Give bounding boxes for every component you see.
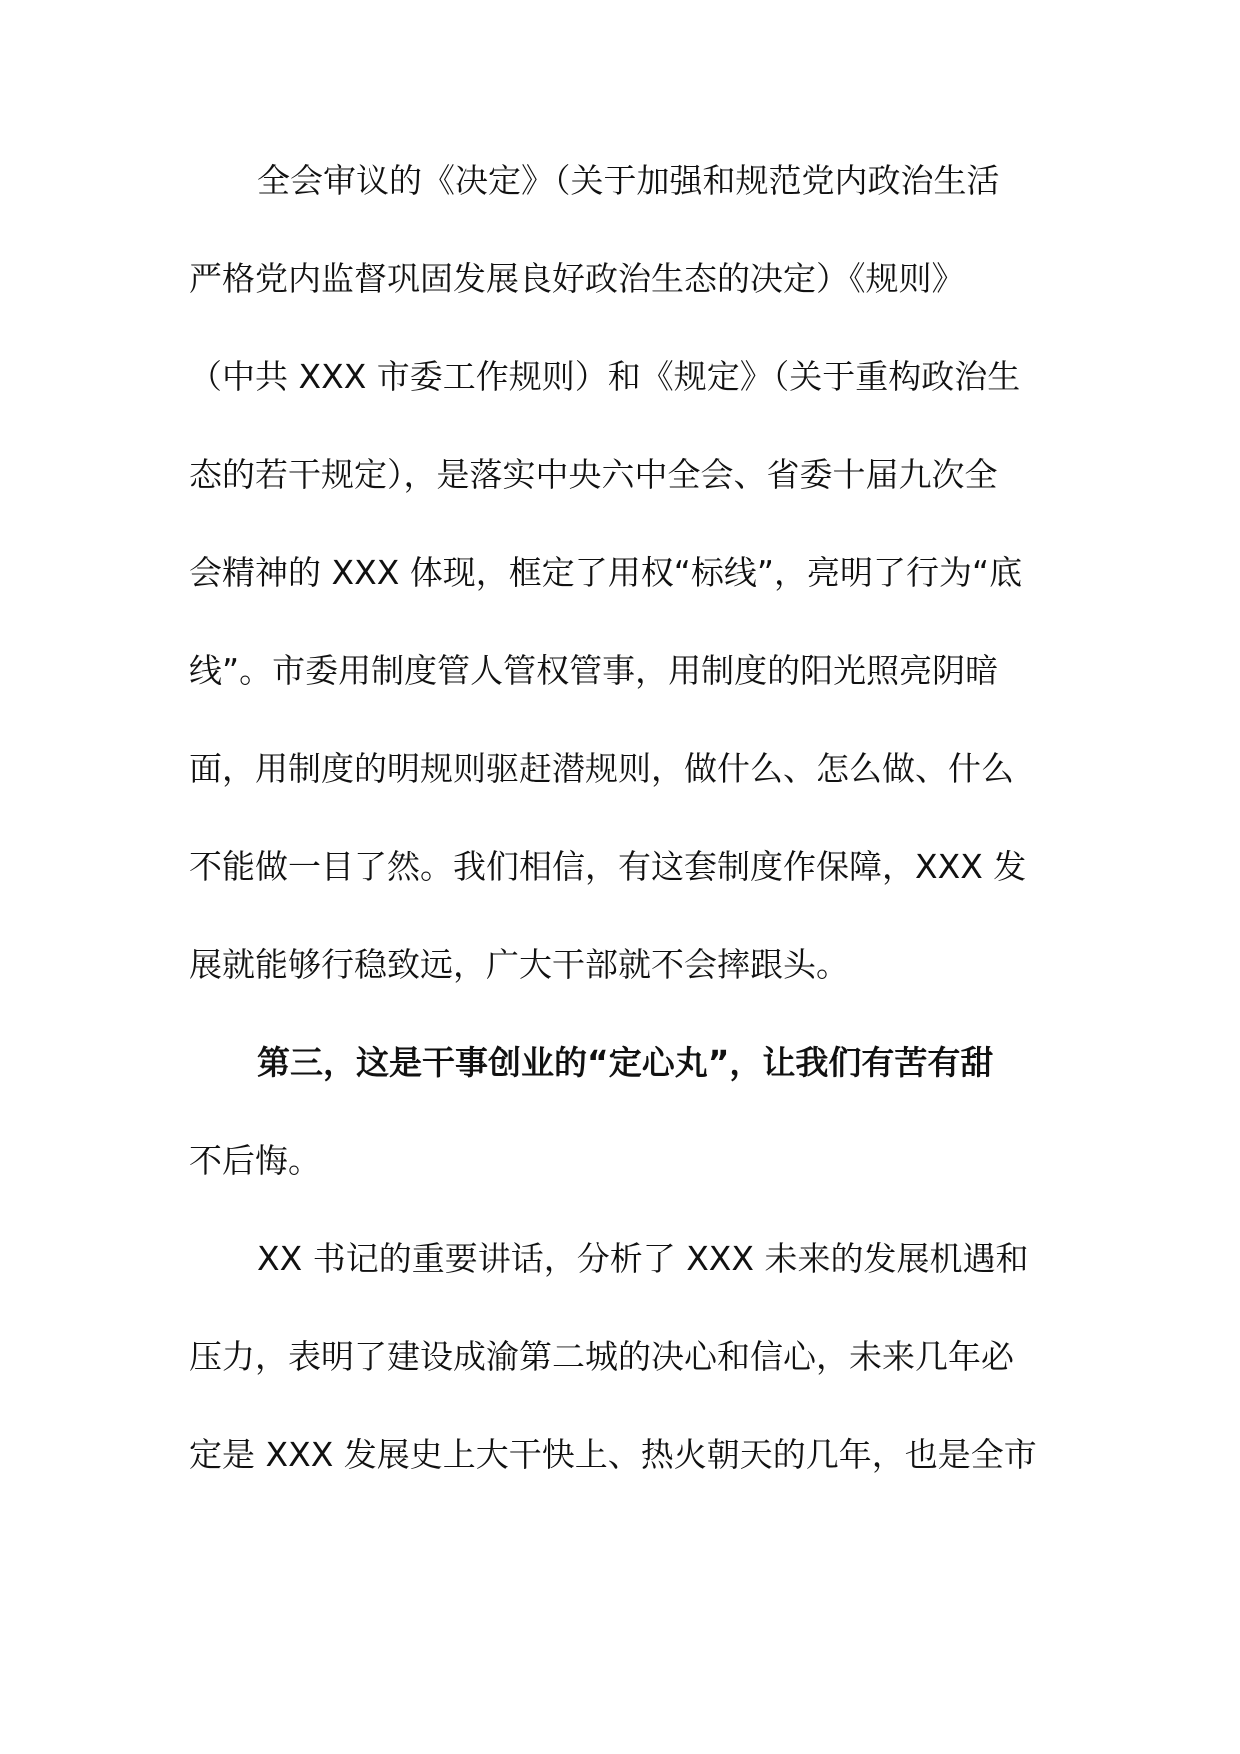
section-heading-third: [189, 1042, 1049, 1238]
text-line: 展就能够行稳致远，广大干部就不会摔跟头。: [189, 945, 849, 984]
text-line: （中共 XXX 市委工作规则）和《规定》（关于重构政治生: [189, 357, 1021, 396]
text-line: 全会审议的《决定》（关于加强和规范党内政治生活: [257, 161, 1000, 200]
text-line: XX 书记的重要讲话，分析了 XXX 未来的发展机遇和: [257, 1239, 1029, 1278]
text-line: 定是 XXX 发展史上大干快上、热火朝天的几年，也是全市: [189, 1435, 1037, 1474]
text-line: 线”。市委用制度管人管权管事，用制度的阳光照亮阴暗: [189, 651, 999, 690]
paragraph-speech: [189, 1238, 1049, 1532]
paragraph-decision-rules: [189, 160, 1049, 1042]
text-line: 面，用制度的明规则驱赶潜规则，做什么、怎么做、什么: [189, 749, 1014, 788]
text-line: 态的若干规定），是落实中央六中全会、省委十届九次全: [189, 455, 998, 494]
text-line: 会精神的 XXX 体现，框定了用权“标线”，亮明了行为“底: [189, 553, 1023, 592]
text-line: 不能做一目了然。我们相信，有这套制度作保障，XXX 发: [189, 847, 1027, 886]
heading-line: 第三，这是干事创业的“定心丸”，让我们有苦有甜: [257, 1043, 994, 1082]
heading-line: 不后悔。: [189, 1141, 321, 1180]
text-line: 严格党内监督巩固发展良好政治生态的决定）《规则》: [189, 259, 965, 298]
text-line: 压力，表明了建设成渝第二城的决心和信心，未来几年必: [189, 1337, 1014, 1376]
document-body: [189, 160, 1049, 1532]
